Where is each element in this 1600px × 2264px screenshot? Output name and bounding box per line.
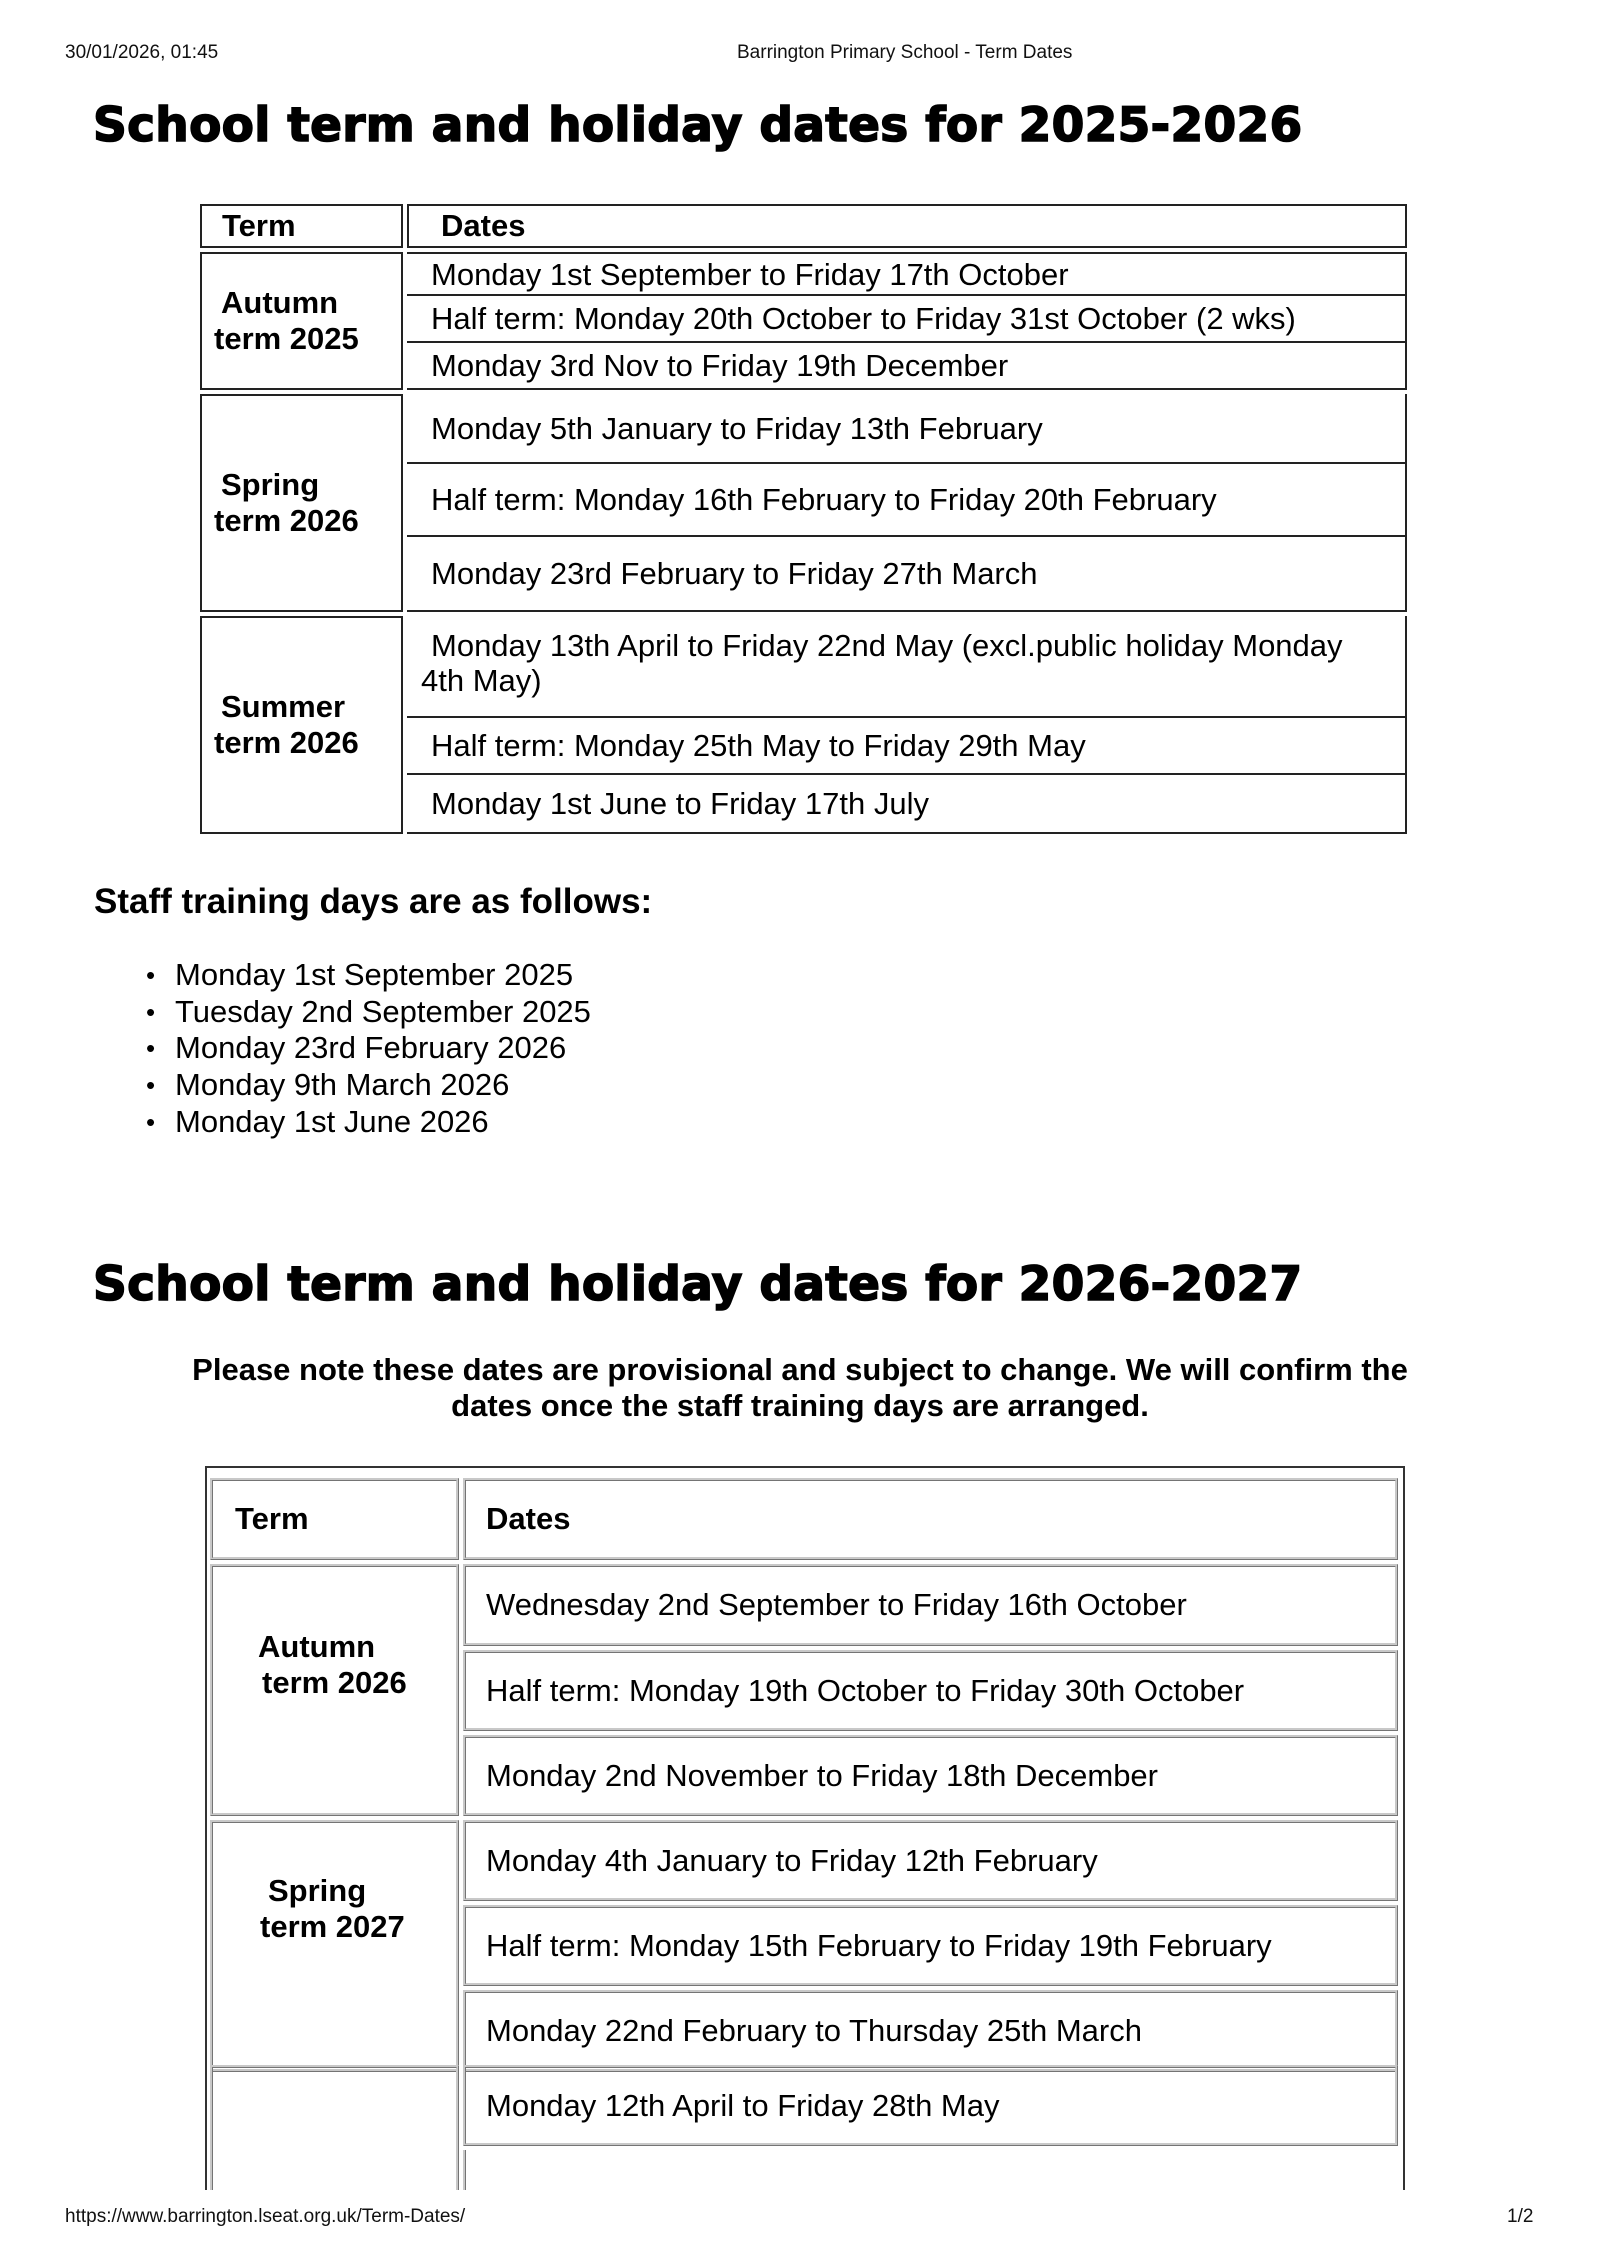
- provisional-notice: [100, 1352, 1500, 1424]
- date-row-empty: [463, 2150, 1398, 2190]
- bullet-icon: •: [146, 960, 156, 990]
- heading-2025-2026: School term and holiday dates for 2025-2026: [93, 98, 1303, 153]
- date-row: Half term: Monday 20th October to Friday 31st October (2 wks): [407, 296, 1407, 343]
- term-cell-autumn-2026: [210, 1564, 459, 1816]
- date-row: Monday 1st September to Friday 17th October: [407, 252, 1407, 296]
- bullet-icon: •: [146, 996, 156, 1027]
- bullet-icon: •: [146, 1106, 156, 1137]
- list-item: [146, 1067, 591, 1104]
- term-cell-summer-2026: [200, 616, 403, 834]
- print-url[interactable]: https://www.barrington.lseat.org.uk/Term-Dates/: [65, 2206, 466, 2227]
- bullet-icon: •: [146, 1070, 156, 1101]
- date-row: Monday 2nd November to Friday 18th December: [463, 1735, 1398, 1816]
- date-row: Half term: Monday 15th February to Friday 19th February: [463, 1905, 1398, 1986]
- table-header-term: Term: [210, 1478, 459, 1560]
- bullet-icon: •: [146, 1033, 156, 1064]
- date-row: Monday 23rd February to Friday 27th March: [407, 537, 1407, 612]
- term-name-line2: term 2026: [214, 725, 359, 760]
- list-item: [146, 957, 591, 994]
- print-page-title: Barrington Primary School - Term Dates: [737, 42, 1073, 63]
- term-cell-autumn-2025: [200, 252, 403, 390]
- term-name-line1: Spring: [268, 1873, 367, 1908]
- notice-line1: Please note these dates are provisional and subject to change. We will confirm the: [192, 1352, 1408, 1387]
- list-item: [146, 1030, 591, 1067]
- date-row-line2: 4th May): [421, 663, 542, 698]
- date-row: [407, 616, 1407, 718]
- training-day: Monday 9th March 2026: [175, 1067, 510, 1103]
- term-name-line1: Summer: [221, 689, 346, 724]
- term-cell-spring-2027: [210, 1820, 459, 2072]
- date-row: Half term: Monday 16th February to Friday 20th February: [407, 464, 1407, 537]
- term-name-line2: term 2027: [260, 1909, 405, 1944]
- date-row: Monday 1st June to Friday 17th July: [407, 775, 1407, 834]
- training-day: Monday 23rd February 2026: [175, 1030, 567, 1066]
- date-row: Monday 22nd February to Thursday 25th March: [463, 1990, 1398, 2072]
- term-name-line1: Autumn: [221, 285, 339, 320]
- print-datetime: 30/01/2026, 01:45: [65, 42, 219, 63]
- date-row: Half term: Monday 19th October to Friday 30th October: [463, 1650, 1398, 1731]
- table-header-term: Term: [200, 204, 403, 248]
- term-name-line2: term 2026: [214, 503, 359, 538]
- heading-2026-2027: School term and holiday dates for 2026-2027: [93, 1257, 1303, 1312]
- term-name-line1: Spring: [221, 467, 320, 502]
- staff-training-list: [146, 957, 591, 1141]
- list-item: [146, 993, 591, 1031]
- print-page-number: 1/2: [1507, 2206, 1534, 2227]
- date-row: Wednesday 2nd September to Friday 16th October: [463, 1564, 1398, 1646]
- table-header-dates: Dates: [407, 204, 1407, 248]
- date-row: Monday 3rd Nov to Friday 19th December: [407, 343, 1407, 390]
- list-item: [146, 1103, 591, 1141]
- date-row: Monday 4th January to Friday 12th February: [463, 1820, 1398, 1901]
- notice-line2: dates once the staff training days are arranged.: [451, 1388, 1149, 1423]
- date-row-line1: Monday 13th April to Friday 22nd May (excl.public holiday Monday: [431, 628, 1343, 663]
- term-name-line2: term 2025: [214, 321, 359, 356]
- staff-training-heading: Staff training days are as follows:: [94, 882, 653, 921]
- table-header-dates: Dates: [463, 1478, 1398, 1560]
- date-row: Monday 5th January to Friday 13th February: [407, 394, 1407, 464]
- training-day: Tuesday 2nd September 2025: [175, 993, 591, 1029]
- training-day: Monday 1st September 2025: [175, 957, 574, 992]
- term-name-line2: term 2026: [262, 1665, 407, 1700]
- term-name-line1: Autumn: [258, 1629, 376, 1664]
- training-day: Monday 1st June 2026: [175, 1103, 489, 1139]
- term-cell-spring-2026: [200, 394, 403, 612]
- term-cell-summer-2027: [210, 2065, 459, 2190]
- date-row: Monday 12th April to Friday 28th May: [463, 2065, 1398, 2146]
- date-row: Half term: Monday 25th May to Friday 29th May: [407, 718, 1407, 775]
